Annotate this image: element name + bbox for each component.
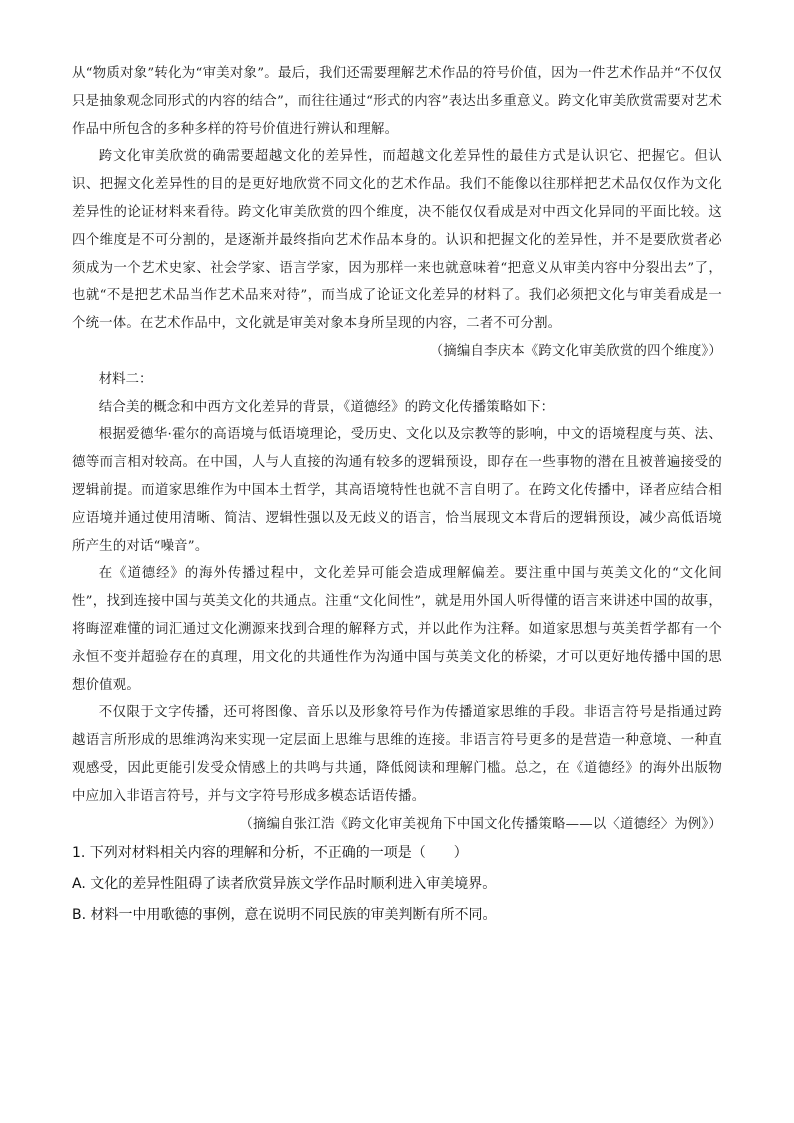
question-1-stem: 1. 下列对材料相关内容的理解和分析，不正确的一项是（ ） bbox=[72, 845, 468, 862]
material2-paragraph-4: 不仅限于文字传播，还可将图像、音乐以及形象符号作为传播道家思维的手段。非语言符号是指通过跨越语言所形成的思维鸿沟来实现一定层面上思维与思维的连接。非语言符号更多的是营造一种意境、一种直观感受，因此更能引发受众情感上的共鸣与共通，降低阅读和理解门槛。总之，在《道德经》的海外出版物中应加入非语言符号，并与文字符号形成多模态话语传播。 bbox=[72, 705, 722, 804]
question-1-option-b: B. 材料一中用歌德的事例，意在说明不同民族的审美判断有所不同。 bbox=[72, 907, 497, 924]
material2-source: （摘编自张江浩《跨文化审美视角下中国文化传播策略——以〈道德经〉为例》） bbox=[239, 816, 722, 832]
material2-paragraph-3: 在《道德经》的海外传播过程中，文化差异可能会造成理解偏差。要注重中国与英美文化的“文化间性”，找到连接中国与英美文化的共通点。注重“文化间性”，就是用外国人听得懂的语言来讲述中国的故事，将晦涩难懂的词汇通过文化溯源来找到合理的解释方式，并以此作为注释。如道家思想与英美哲学都有一个永恒不变并超验存在的真理，用文化的共通性作为沟通中国与英美文化的桥梁，才可以更好地传播中国的思想价值观。 bbox=[72, 566, 722, 693]
material2-paragraph-1: 结合美的概念和中西方文化差异的背景，《道德经》的跨文化传播策略如下： bbox=[98, 399, 555, 415]
material2-label: 材料二： bbox=[98, 371, 153, 387]
material1-source: （摘编自李庆本《跨文化审美欣赏的四个维度》） bbox=[429, 343, 722, 359]
question-1-option-a: A. 文化的差异性阻碍了读者欣赏异族文学作品时顺利进入审美境界。 bbox=[72, 876, 497, 893]
material1-paragraph-1: 从“物质对象”转化为“审美对象”。最后，我们还需要理解艺术作品的符号价值，因为一件艺术作品并“不仅仅只是抽象观念同形式的内容的结合”，而往往通过“形式的内容”表达出多重意义。跨文化审美欣赏需要对艺术作品中所包含的多种多样的符号价值进行辨认和理解。 bbox=[72, 66, 722, 137]
material2-paragraph-2: 根据爱德华·霍尔的高语境与低语境理论，受历史、文化以及宗教等的影响，中文的语境程度与英、法、德等而言相对较高。在中国，人与人直接的沟通有较多的逻辑预设，即存在一些事物的潜在且被普遍接受的逻辑前提。而道家思维作为中国本土哲学，其高语境特性也就不言自明了。在跨文化传播中，译者应结合相应语境并通过使用清晰、简洁、逻辑性强以及无歧义的语言，恰当展现文本背后的逻辑预设，减少高低语境所产生的对话“噪音”。 bbox=[72, 427, 722, 554]
material1-paragraph-2: 跨文化审美欣赏的确需要超越文化的差异性，而超越文化差异性的最佳方式是认识它、把握它。但认识、把握文化差异性的目的是更好地欣赏不同文化的艺术作品。我们不能像以往那样把艺术品仅仅作为文化差异性的论证材料来看待。跨文化审美欣赏的四个维度，决不能仅仅看成是对中西文化异同的平面比较。这四个维度是不可分割的，是逐渐并最终指向艺术作品本身的。认识和把握文化的差异性，并不是要欣赏者必须成为一个艺术史家、社会学家、语言学家，因为那样一来也就意味着“把意义从审美内容中分裂出去”了，也就“不是把艺术品当作艺术品来对待”，而当成了论证文化差异的材料了。我们必须把文化与审美看成是一个统一体。在艺术作品中，文化就是审美对象本身所呈现的内容，二者不可分割。 bbox=[72, 149, 722, 332]
